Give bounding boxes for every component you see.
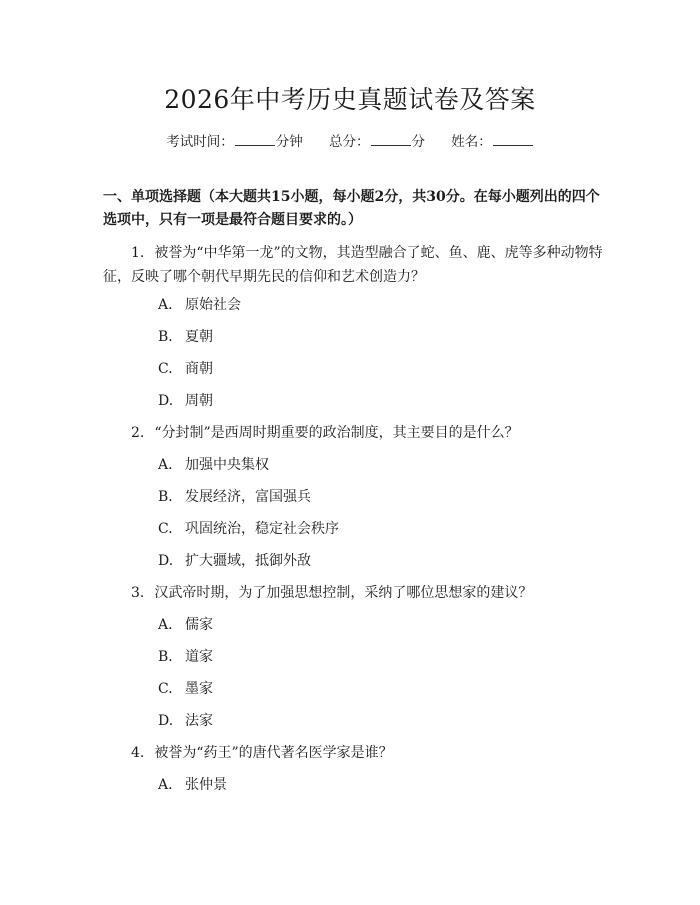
option-letter: B. [158, 649, 173, 665]
question-4-text: 被誉为“药王”的唐代著名医学家是谁？ [154, 745, 393, 761]
option-text: 儒家 [185, 617, 213, 633]
option-text: 法家 [185, 713, 213, 729]
exam-time-field [166, 131, 303, 152]
question-1 [103, 241, 603, 289]
option-text: 周朝 [185, 393, 213, 409]
option-text: 道家 [185, 649, 213, 665]
question-3-option-c [158, 679, 213, 699]
exam-title: 2026年中考历史真题试卷及答案 [164, 85, 536, 114]
question-1-number: 1. [131, 245, 145, 261]
question-3-option-a [158, 615, 213, 635]
option-text: 扩大疆域，抵御外敌 [185, 553, 311, 569]
option-letter: A. [158, 297, 173, 313]
option-letter: C. [158, 361, 173, 377]
question-3-option-b [158, 647, 213, 667]
option-letter: D. [158, 393, 174, 409]
question-2-option-d [158, 551, 311, 571]
exam-time-unit: 分钟 [275, 134, 303, 150]
exam-time-label: 考试时间： [166, 134, 234, 150]
question-3 [103, 581, 603, 605]
section-heading: 一、单项选择题（本大题共15小题，每小题2分，共30分。在每小题列出的四个选项中，只有一项是最符合题目要求的。） [103, 189, 600, 228]
option-letter: A. [158, 777, 173, 793]
question-4-number: 4. [131, 745, 145, 761]
option-letter: A. [158, 617, 173, 633]
question-2 [103, 421, 603, 445]
total-score-blank [371, 131, 411, 146]
question-2-option-b [158, 487, 311, 507]
question-3-number: 3. [131, 585, 145, 601]
question-2-option-a [158, 455, 269, 475]
option-text: 加强中央集权 [185, 457, 269, 473]
question-4-option-a [158, 775, 227, 795]
exam-info-row [0, 131, 700, 152]
total-score-label: 总分： [329, 134, 370, 150]
option-letter: D. [158, 553, 174, 569]
option-letter: B. [158, 329, 173, 345]
option-letter: C. [158, 681, 173, 697]
option-letter: A. [158, 457, 173, 473]
option-text: 巩固统治，稳定社会秩序 [185, 521, 339, 537]
option-text: 发展经济，富国强兵 [185, 489, 311, 505]
total-score-field [329, 131, 425, 152]
question-1-option-c [158, 359, 213, 379]
option-text: 夏朝 [185, 329, 213, 345]
option-text: 墨家 [185, 681, 213, 697]
question-4 [103, 741, 603, 765]
question-1-option-a [158, 295, 241, 315]
total-score-unit: 分 [411, 134, 425, 150]
option-text: 商朝 [185, 361, 213, 377]
name-field [451, 131, 534, 152]
name-blank [493, 131, 533, 146]
question-1-option-b [158, 327, 213, 347]
question-1-text: 被誉为“中华第一龙”的文物，其造型融合了蛇、鱼、鹿、虎等多种动物特征，反映了哪个朝代早期先民的信仰和艺术创造力？ [103, 245, 603, 285]
option-text: 原始社会 [185, 297, 241, 313]
question-3-option-d [158, 711, 213, 731]
option-letter: C. [158, 521, 173, 537]
option-letter: D. [158, 713, 174, 729]
question-1-option-d [158, 391, 213, 411]
question-3-text: 汉武帝时期，为了加强思想控制，采纳了哪位思想家的建议？ [154, 585, 533, 601]
question-2-number: 2. [131, 425, 145, 441]
option-text: 张仲景 [185, 777, 227, 793]
name-label: 姓名： [451, 134, 492, 150]
question-2-text: “分封制”是西周时期重要的政治制度，其主要目的是什么？ [154, 425, 519, 441]
exam-time-blank [235, 131, 275, 146]
option-letter: B. [158, 489, 173, 505]
question-2-option-c [158, 519, 339, 539]
